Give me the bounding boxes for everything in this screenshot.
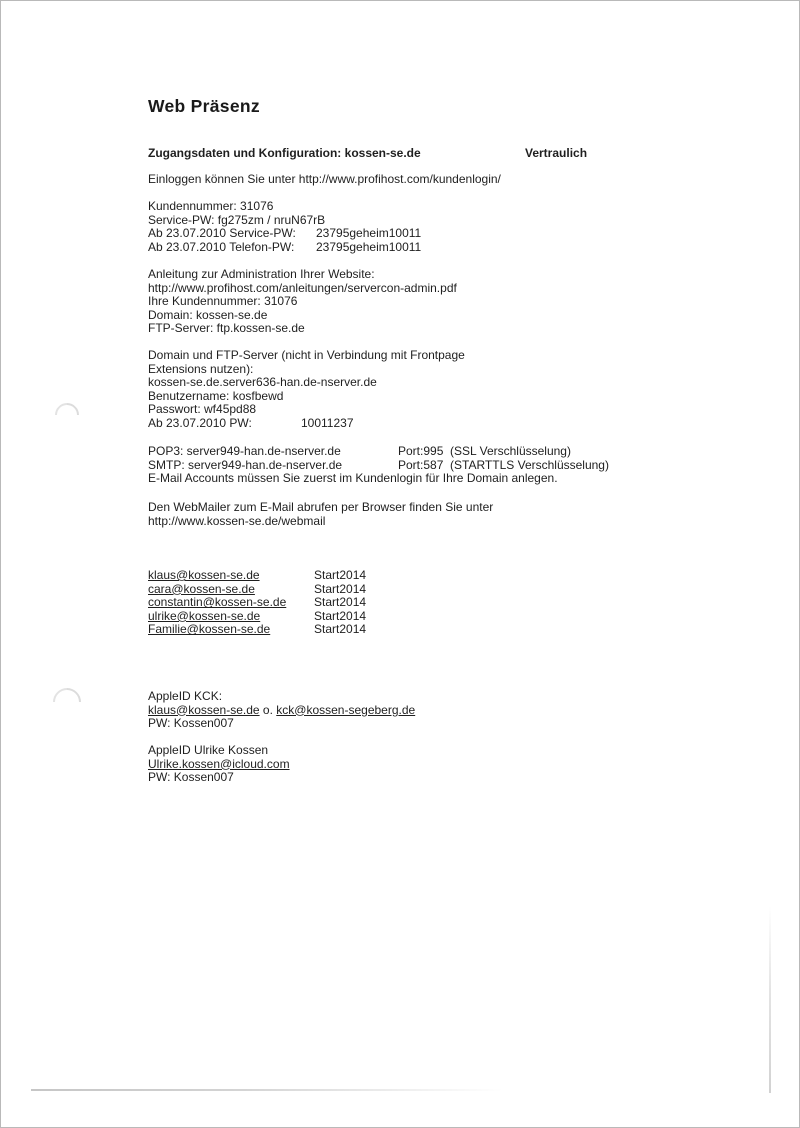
ftp-pw-2010-value: 10011237 [301,415,354,430]
email-address: cara@kossen-se.de [148,581,255,596]
service-pw-2010-label: Ab 23.07.2010 Service-PW: [148,226,296,241]
email-password: Start2014 [314,581,367,596]
service-pw-line: Service-PW: fg275zm / nruN67rB [148,212,326,227]
appleid-kck-email-2: kck@kossen-segeberg.de [276,702,416,717]
webmail-info-line: Den WebMailer zum E-Mail abrufen per Browser finden Sie unter [148,500,494,514]
mail-server-block [148,445,668,486]
pop3-server-label: POP3: server949-han.de-nserver.de [148,444,341,458]
appleid-ulrike-block [148,744,668,785]
service-pw-2010-row [148,227,668,241]
punch-hole-mark-top [50,398,84,432]
email-accounts-note-line: E-Mail Accounts müssen Sie zuerst im Kundenlogin für Ihre Domain anlegen. [148,471,558,486]
appleid-ulrike-pw-line: PW: Kossen007 [148,770,234,785]
email-address: Familie@kossen-se.de [148,622,271,637]
smtp-server-label: SMTP: server949-han.de-nserver.de [148,457,343,472]
scan-artifact-line-bottom [31,1089,503,1091]
confidential-label: Vertraulich [525,146,588,160]
email-cell [148,596,314,610]
email-account-row [148,596,668,610]
email-cell [148,623,314,637]
email-account-row [148,623,668,637]
ftp-pw-2010-label: Ab 23.07.2010 PW: [148,415,252,430]
email-account-row [148,583,668,597]
telefon-pw-2010-label: Ab 23.07.2010 Telefon-PW: [148,239,295,254]
appleid-kck-pw-line: PW: Kossen007 [148,716,234,731]
webmail-block [148,501,668,528]
pop3-row [148,445,668,459]
appleid-kck-block [148,690,668,731]
email-password: Start2014 [314,608,367,623]
admin-guide-block [148,268,668,336]
admin-guide-url-line: http://www.profihost.com/anleitungen/servercon-admin.pdf [148,280,457,295]
customer-number-repeat-line: Ihre Kundennummer: 31076 [148,294,298,309]
ftp-note-line-1: Domain und FTP-Server (nicht in Verbindung mit Frontpage [148,348,465,362]
domain-line: Domain: kossen-se.de [148,307,268,322]
email-address: ulrike@kossen-se.de [148,608,261,623]
email-account-list [148,569,668,637]
customer-number-line: Kundennummer: 31076 [148,199,274,213]
email-password: Start2014 [314,568,367,582]
smtp-port-value: Port:587 (STARTTLS Verschlüsselung) [398,457,609,472]
appleid-ulrike-title-line: AppleID Ulrike Kossen [148,743,269,757]
appleid-kck-separator: o. [259,702,277,717]
email-password: Start2014 [314,595,367,610]
appleid-ulrike-email: Ulrike.kossen@icloud.com [148,756,290,771]
appleid-ulrike-email-line [148,758,668,772]
customer-credentials-block [148,200,668,254]
login-info-line: Einloggen können Sie unter http://www.profihost.com/kundenlogin/ [148,172,501,186]
appleid-kck-emails-line [148,704,668,718]
email-account-row [148,610,668,624]
webmail-url-line: http://www.kossen-se.de/webmail [148,513,326,528]
email-address: klaus@kossen-se.de [148,568,260,582]
appleid-kck-email-1: klaus@kossen-se.de [148,702,260,717]
telefon-pw-2010-row [148,241,668,255]
email-cell [148,583,314,597]
section-header-row [148,147,668,161]
admin-guide-intro-line: Anleitung zur Administration Ihrer Website: [148,267,375,281]
ftp-server-line: FTP-Server: ftp.kossen-se.de [148,321,305,336]
ftp-host-line: kossen-se.de.server636-han.de-nserver.de [148,375,377,390]
ftp-credentials-block [148,349,668,431]
ftp-username-line: Benutzername: kosfbewd [148,388,284,403]
ftp-pw-2010-row [148,417,668,431]
email-account-row [148,569,668,583]
service-pw-2010-value: 23795geheim10011 [316,226,422,241]
ftp-note-line-2: Extensions nutzen): [148,361,254,376]
smtp-row [148,459,668,473]
email-cell [148,610,314,624]
punch-hole-mark-bottom [47,682,87,722]
document-title: Web Präsenz [148,96,260,116]
ftp-password-line: Passwort: wf45pd88 [148,402,257,417]
email-password: Start2014 [314,622,367,637]
email-address: constantin@kossen-se.de [148,595,287,610]
section-header: Zugangsdaten und Konfiguration: kossen-se.de [148,146,421,160]
telefon-pw-2010-value: 23795geheim10011 [316,239,422,254]
scan-artifact-line-right [769,906,771,1093]
email-cell [148,569,314,583]
appleid-kck-title-line: AppleID KCK: [148,689,223,703]
pop3-port-value: Port:995 (SSL Verschlüsselung) [398,444,571,458]
